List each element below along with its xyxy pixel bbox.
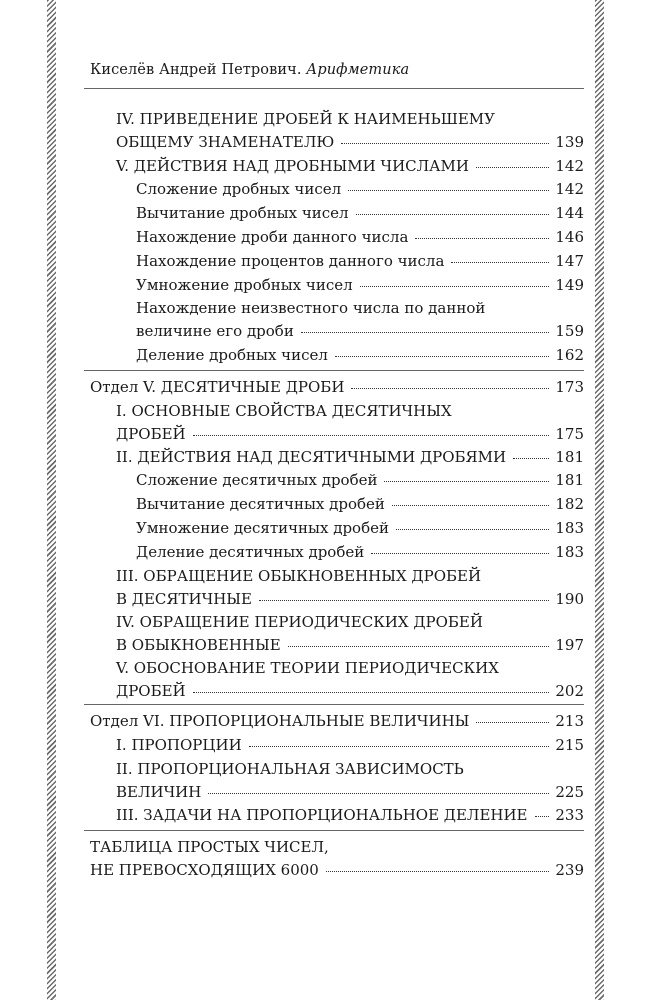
toc-page-number: 149 bbox=[555, 276, 584, 294]
left-decorative-border bbox=[47, 0, 56, 1000]
toc-entry[interactable] bbox=[136, 517, 584, 540]
toc-entry-title: Деление десятичных дробей bbox=[136, 543, 365, 561]
toc-page-number: 239 bbox=[555, 860, 584, 879]
toc-entry-title: В ОБЫКНОВЕННЫЕ bbox=[116, 635, 281, 654]
toc-entry-title: Вычитание десятичных дробей bbox=[136, 495, 385, 513]
toc-entry-title: II. ПРОПОРЦИОНАЛЬНАЯ ЗАВИСИМОСТЬ bbox=[116, 760, 464, 778]
dot-leader bbox=[476, 722, 549, 723]
section-divider bbox=[84, 830, 584, 831]
toc-page-number: 142 bbox=[555, 180, 584, 198]
section-divider bbox=[84, 704, 584, 705]
dot-leader bbox=[351, 388, 549, 389]
toc-entry-title: ДРОБЕЙ bbox=[116, 681, 186, 700]
toc-page-number: 213 bbox=[555, 712, 584, 730]
dot-leader bbox=[208, 793, 549, 794]
header-divider bbox=[84, 88, 584, 89]
toc-entry-title: Деление дробных чисел bbox=[136, 346, 328, 364]
toc-page-number: 183 bbox=[555, 519, 584, 537]
toc-entry[interactable] bbox=[136, 493, 584, 516]
toc-page-number: 190 bbox=[555, 589, 584, 608]
toc-entry-title: V. ДЕЙСТВИЯ НАД ДРОБНЫМИ ЧИСЛАМИ bbox=[116, 157, 469, 175]
toc-entry[interactable] bbox=[90, 836, 584, 881]
toc-entry-title: ДРОБЕЙ bbox=[116, 424, 186, 443]
toc-entry-title: Сложение дробных чисел bbox=[136, 180, 342, 198]
toc-entry-title: Нахождение дроби данного числа bbox=[136, 228, 409, 246]
toc-entry[interactable] bbox=[116, 108, 584, 153]
toc-page-number: 175 bbox=[555, 424, 584, 443]
dot-leader bbox=[384, 481, 549, 482]
header-book-title: Арифметика bbox=[306, 62, 410, 78]
toc-entry-title: III. ОБРАЩЕНИЕ ОБЫКНОВЕННЫХ ДРОБЕЙ bbox=[116, 567, 482, 585]
dot-leader bbox=[193, 435, 550, 436]
dot-leader bbox=[288, 646, 550, 647]
toc-entry-title: I. ПРОПОРЦИИ bbox=[116, 736, 242, 754]
toc-page-number: 139 bbox=[555, 132, 584, 151]
toc-entry-title: Вычитание дробных чисел bbox=[136, 204, 349, 222]
dot-leader bbox=[326, 871, 550, 872]
dot-leader bbox=[335, 356, 549, 357]
toc-entry-title: ОБЩЕМУ ЗНАМЕНАТЕЛЮ bbox=[116, 132, 335, 151]
dot-leader bbox=[249, 746, 550, 747]
toc-entry-title: Сложение десятичных дробей bbox=[136, 471, 378, 489]
toc-entry[interactable] bbox=[116, 446, 584, 469]
dot-leader bbox=[415, 238, 549, 239]
toc-entry[interactable] bbox=[90, 710, 584, 733]
toc-entry[interactable] bbox=[136, 226, 584, 249]
toc-page-number: 162 bbox=[555, 346, 584, 364]
toc-page-number: 225 bbox=[555, 782, 584, 801]
toc-entry[interactable] bbox=[116, 758, 584, 803]
toc-entry[interactable] bbox=[136, 178, 584, 201]
toc-entry-title: величине его дроби bbox=[136, 321, 294, 340]
toc-entry[interactable] bbox=[136, 202, 584, 225]
toc-entry[interactable] bbox=[136, 469, 584, 492]
toc-page-number: 146 bbox=[555, 228, 584, 246]
toc-entry-title: Нахождение неизвестного числа по данной bbox=[136, 299, 486, 317]
toc-page-number: 183 bbox=[555, 543, 584, 561]
toc-page-number: 215 bbox=[555, 736, 584, 754]
right-decorative-border bbox=[595, 0, 604, 1000]
toc-entry-title: Умножение дробных чисел bbox=[136, 276, 353, 294]
toc-entry[interactable] bbox=[136, 541, 584, 564]
toc-page-number: 147 bbox=[555, 252, 584, 270]
dot-leader bbox=[513, 458, 549, 459]
toc-entry-title: ТАБЛИЦА ПРОСТЫХ ЧИСЕЛ, bbox=[90, 838, 329, 856]
toc-entry-title: II. ДЕЙСТВИЯ НАД ДЕСЯТИЧНЫМИ ДРОБЯМИ bbox=[116, 448, 507, 466]
toc-entry-title: НЕ ПРЕВОСХОДЯЩИХ 6000 bbox=[90, 860, 319, 879]
toc-page-number: 181 bbox=[555, 448, 584, 466]
running-header bbox=[90, 62, 570, 78]
toc-entry-title: IV. ПРИВЕДЕНИЕ ДРОБЕЙ К НАИМЕНЬШЕМУ bbox=[116, 110, 495, 128]
toc-entry[interactable] bbox=[136, 297, 584, 342]
dot-leader bbox=[535, 816, 550, 817]
toc-entry[interactable] bbox=[116, 400, 584, 445]
dot-leader bbox=[341, 143, 549, 144]
toc-entry[interactable] bbox=[116, 657, 584, 702]
toc-page-number: 173 bbox=[555, 378, 584, 396]
toc-page-number: 144 bbox=[555, 204, 584, 222]
toc-entry-title: Отдел V. ДЕСЯТИЧНЫЕ ДРОБИ bbox=[90, 378, 345, 396]
toc-entry-title: В ДЕСЯТИЧНЫЕ bbox=[116, 589, 252, 608]
toc-entry[interactable] bbox=[136, 274, 584, 297]
dot-leader bbox=[396, 529, 549, 530]
header-author: Киселёв Андрей Петрович. bbox=[90, 62, 302, 78]
toc-entry[interactable] bbox=[136, 250, 584, 273]
toc-entry-title: Умножение десятичных дробей bbox=[136, 519, 389, 537]
dot-leader bbox=[360, 286, 550, 287]
dot-leader bbox=[193, 692, 550, 693]
toc-entry[interactable] bbox=[116, 734, 584, 757]
toc-entry-title: Отдел VI. ПРОПОРЦИОНАЛЬНЫЕ ВЕЛИЧИНЫ bbox=[90, 712, 470, 730]
toc-page-number: 181 bbox=[555, 471, 584, 489]
toc-entry[interactable] bbox=[90, 376, 584, 399]
toc-entry-title: Нахождение процентов данного числа bbox=[136, 252, 445, 270]
toc-page-number: 182 bbox=[555, 495, 584, 513]
toc-entry-title: IV. ОБРАЩЕНИЕ ПЕРИОДИЧЕСКИХ ДРОБЕЙ bbox=[116, 613, 483, 631]
dot-leader bbox=[392, 505, 549, 506]
toc-entry-title: ВЕЛИЧИН bbox=[116, 782, 202, 801]
dot-leader bbox=[371, 553, 549, 554]
toc-entry[interactable] bbox=[116, 565, 584, 610]
toc-page-number: 142 bbox=[555, 157, 584, 175]
dot-leader bbox=[356, 214, 550, 215]
toc-page-number: 159 bbox=[555, 321, 584, 340]
dot-leader bbox=[476, 167, 549, 168]
toc-page-number: 197 bbox=[555, 635, 584, 654]
dot-leader bbox=[259, 600, 549, 601]
toc-entry-title: III. ЗАДАЧИ НА ПРОПОРЦИОНАЛЬНОЕ ДЕЛЕНИЕ bbox=[116, 806, 528, 824]
toc-entry[interactable] bbox=[116, 155, 584, 178]
toc-entry[interactable] bbox=[116, 611, 584, 656]
toc-entry[interactable] bbox=[136, 344, 584, 367]
toc-entry-title: V. ОБОСНОВАНИЕ ТЕОРИИ ПЕРИОДИЧЕСКИХ bbox=[116, 659, 499, 677]
dot-leader bbox=[301, 332, 550, 333]
toc-entry-title: I. ОСНОВНЫЕ СВОЙСТВА ДЕСЯТИЧНЫХ bbox=[116, 402, 452, 420]
toc-entry[interactable] bbox=[116, 804, 584, 827]
dot-leader bbox=[451, 262, 549, 263]
section-divider bbox=[84, 370, 584, 371]
toc-page-number: 233 bbox=[555, 806, 584, 824]
toc-page-number: 202 bbox=[555, 681, 584, 700]
dot-leader bbox=[348, 190, 549, 191]
